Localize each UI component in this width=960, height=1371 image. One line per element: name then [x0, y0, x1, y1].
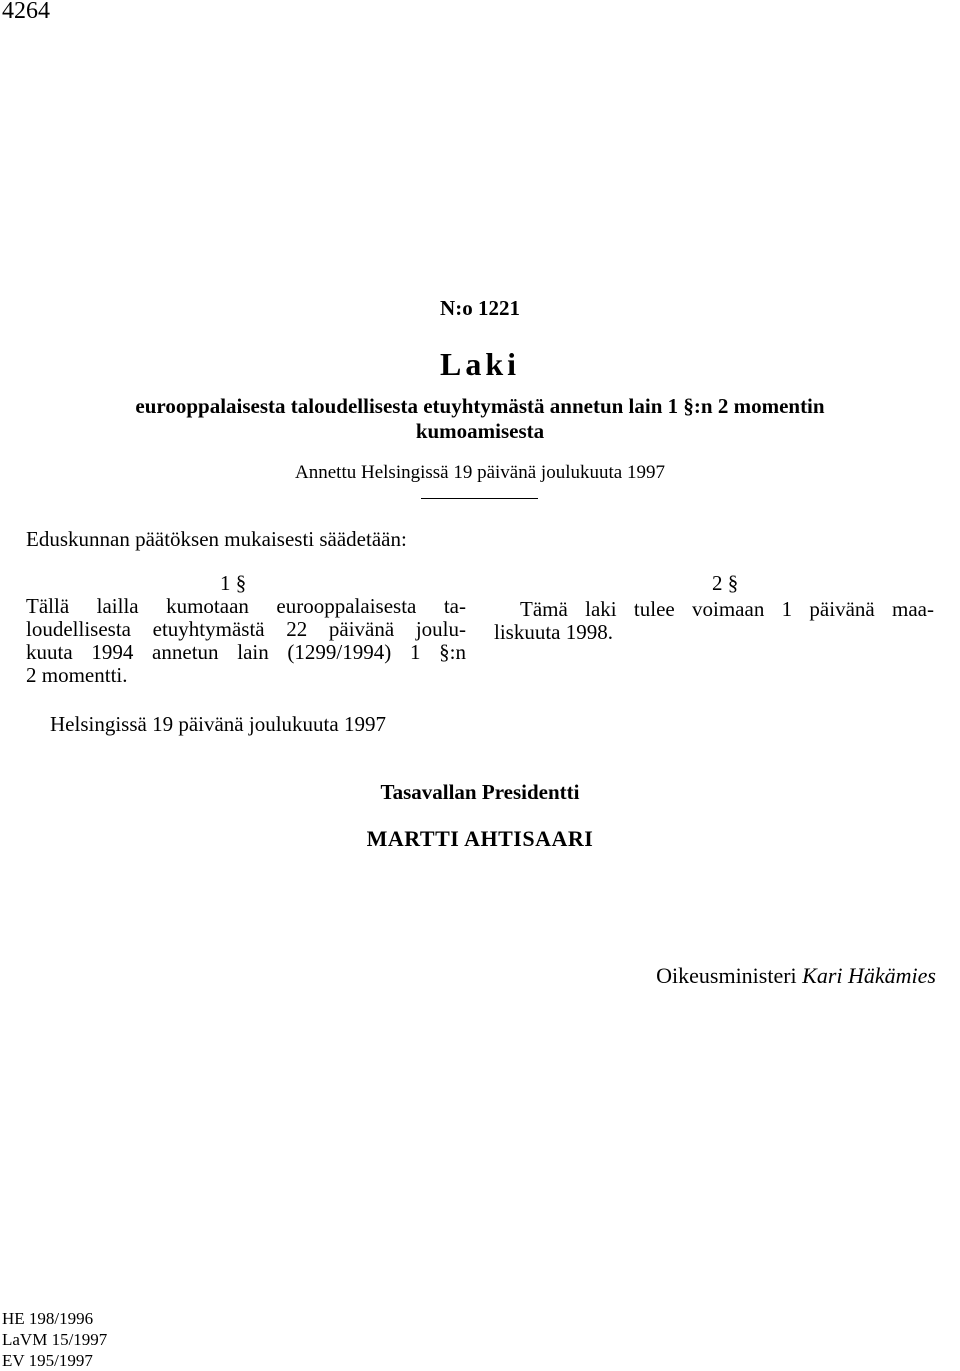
section-2-line-2: liskuuta 1998.: [494, 620, 613, 644]
countersign-name: Kari Häkämies: [802, 963, 936, 988]
reference-3: EV 195/1997: [2, 1351, 93, 1370]
signer-name: MARTTI AHTISAARI: [366, 826, 594, 851]
statute-number: N:o 1221: [440, 296, 520, 320]
section-2-line-1: Tämä laki tulee voimaan 1 päivänä maa-: [520, 597, 934, 621]
law-title-line-2: kumoamisesta: [415, 419, 545, 443]
reference-2: LaVM 15/1997: [2, 1330, 108, 1349]
countersignature: [656, 963, 936, 989]
countersign-role: Oikeusministeri: [656, 963, 797, 988]
reference-1: HE 198/1996: [2, 1309, 94, 1328]
title-divider: [421, 498, 538, 499]
signer-title: Tasavallan Presidentti: [380, 780, 580, 804]
place-and-date: Helsingissä 19 päivänä joulukuuta 1997: [50, 712, 386, 736]
section-2-number: 2 §: [712, 571, 739, 595]
page-number: 4264: [2, 0, 50, 24]
law-heading: Laki: [439, 346, 521, 382]
law-title-line-1: eurooppalaisesta taloudellisesta etuyhtymästä annetun lain 1 §:n 2 momentin: [135, 394, 825, 418]
preamble: Eduskunnan päätöksen mukaisesti säädetään:: [26, 527, 407, 551]
section-1-number: 1 §: [220, 571, 247, 595]
section-1-line-1: Tällä lailla kumotaan eurooppalaisesta ta-: [26, 594, 466, 618]
section-1-line-2: loudellisesta etuyhtymästä 22 päivänä joulu-: [26, 617, 466, 641]
section-1-line-4: 2 momentti.: [26, 663, 128, 687]
section-1-line-3: kuuta 1994 annetun lain (1299/1994) 1 §:n: [26, 640, 466, 664]
enactment-date: Annettu Helsingissä 19 päivänä joulukuuta 1997: [295, 462, 665, 483]
